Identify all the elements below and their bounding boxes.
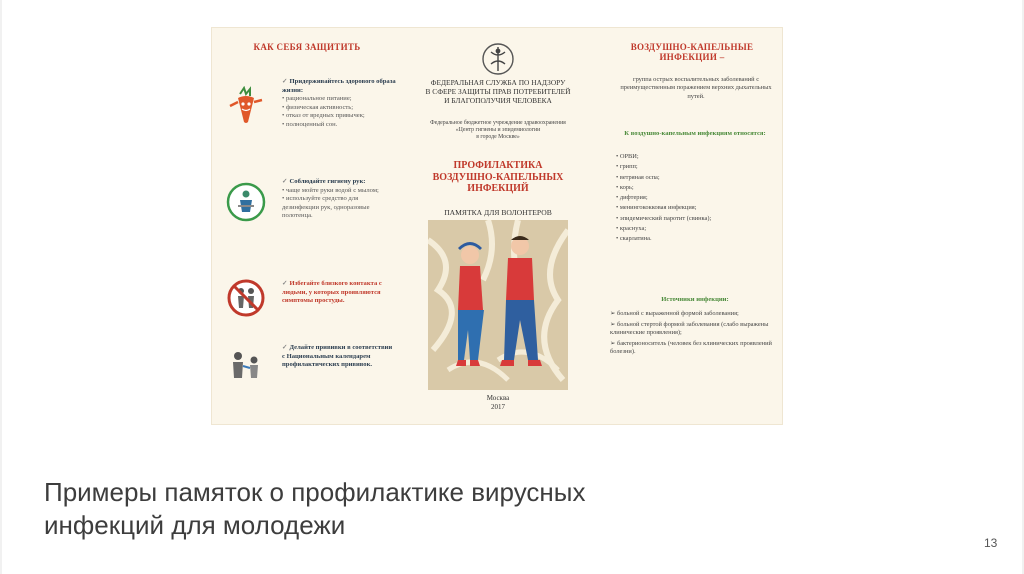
brochure-left-panel xyxy=(212,28,398,424)
sources-list xyxy=(610,310,774,359)
list-item: • менингококковая инфекция; xyxy=(616,204,697,212)
organization-subtitle: Федеральное бюджетное учреждение здравоохранения «Центр гигиены и эпидемиологии в городе Москве» xyxy=(430,120,566,140)
infections-list-heading: К воздушно-капельным инфекциям относятся: xyxy=(624,130,766,137)
vaccination-icon xyxy=(226,346,266,386)
brochure-right-panel xyxy=(598,28,782,424)
brochure-cover-panel xyxy=(398,28,598,424)
list-item: • ОРВИ; xyxy=(616,153,639,160)
brochure-subtitle: ПАМЯТКА ДЛЯ ВОЛОНТЕРОВ xyxy=(444,208,552,217)
check-icon: ✓ xyxy=(282,344,288,351)
list-item: • грипп; xyxy=(616,163,638,171)
list-item: • корь; xyxy=(616,183,634,191)
left-panel-title: КАК СЕБЯ ЗАЩИТИТЬ xyxy=(253,42,361,52)
brochure-image xyxy=(212,28,782,424)
check-icon: ✓ xyxy=(282,178,288,185)
check-icon: ✓ xyxy=(282,78,288,85)
check-icon: ✓ xyxy=(282,280,288,287)
tip-text: ✓ Придерживайтесь здорового образа жизни: • рациональное питание; • физическая активность; • отказ от вредных привычек; • полноценный сон. xyxy=(282,78,396,128)
right-panel-title: ВОЗДУШНО-КАПЕЛЬНЫЕ ИНФЕКЦИИ – xyxy=(630,42,754,62)
list-item: ➢ больной с выраженной формой заболевания; xyxy=(610,310,739,317)
volunteers-illustration xyxy=(428,220,568,390)
sources-heading: Источники инфекции: xyxy=(661,296,729,303)
page-number: 13 xyxy=(984,536,998,550)
rospotrebnadzor-emblem-icon xyxy=(481,42,515,76)
tip-text: ✓ Избегайте близкого контакта с людьми, у которых проявляются симптомы простуды. xyxy=(282,280,382,305)
list-item: • дифтерия; xyxy=(616,194,648,202)
slide-edge xyxy=(0,0,2,574)
tip-text: ✓ Соблюдайте гигиену рук: • чаще мойте руки водой с мылом; • используйте средство для дезинфекции рук, одноразовые полотенца. xyxy=(282,178,379,220)
organization-name: ФЕДЕРАЛЬНАЯ СЛУЖБА ПО НАДЗОРУ В СФЕРЕ ЗАЩИТЫ ПРАВ ПОТРЕБИТЕЛЕЙ И БЛАГОПОЛУЧИЯ ЧЕЛОВЕКА xyxy=(425,78,571,105)
list-item: • скарлатина. xyxy=(616,235,652,243)
handwash-icon xyxy=(226,182,266,222)
brochure-title: ПРОФИЛАКТИКА ВОЗДУШНО-КАПЕЛЬНЫХ ИНФЕКЦИЙ xyxy=(432,160,564,194)
list-item: ➢ бактерионоситель (человек без клинических проявлений болезни). xyxy=(610,339,772,356)
no-contact-icon xyxy=(226,278,266,318)
publication-place-year: Москва 2017 xyxy=(486,394,510,411)
list-item: • краснуха; xyxy=(616,225,647,233)
list-item: • ветряная оспа; xyxy=(616,173,660,181)
slide-caption: Примеры памяток о профилактике вирусных инфекций для молодежи xyxy=(44,477,586,540)
infections-list xyxy=(616,152,774,245)
list-item: • эпидемический паротит (свинка); xyxy=(616,214,712,222)
infection-definition: группа острых воспалительных заболеваний с преимущественным поражением верхних дыхательных путей. xyxy=(620,76,772,100)
tip-text: ✓ Делайте прививки в соответствии с Национальным календарем профилактических прививок. xyxy=(282,344,393,369)
carrot-icon xyxy=(226,86,266,126)
list-item: ➢ больной стертой формой заболевания (слабо выражены клинические проявления); xyxy=(610,320,769,337)
